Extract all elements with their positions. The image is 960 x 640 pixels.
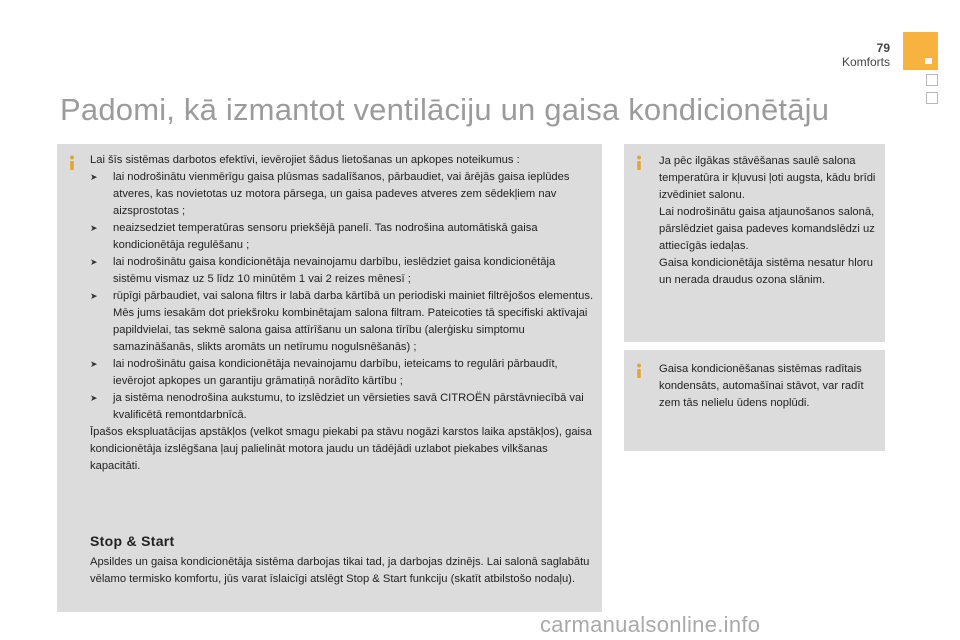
- tip-paragraph: Gaisa kondicionēšanas sistēmas radītais kondensāts, automašīnai stāvot, var radīt zem tās nelielu ūdens noplūdi.: [659, 363, 864, 409]
- tips-intro: Lai šīs sistēmas darbotos efektīvi, ievērojiet šādus lietošanas un apkopes noteikumus :: [90, 154, 520, 166]
- info-icon: [633, 155, 645, 171]
- arrow-bullet-icon: ➤: [90, 223, 98, 233]
- info-icon: [633, 363, 645, 379]
- tips-content: [90, 152, 595, 475]
- condensation-tip-content: [659, 361, 881, 412]
- section-label: Komforts: [841, 55, 890, 69]
- list-item-text: lai nodrošinātu gaisa kondicionētāja nevainojamu darbību, ieslēdziet gaisa kondicionētāja sistēmu vismaz uz 5 līdz 10 minūtēm 1 vai 2 reizes mēnesī ;: [113, 256, 556, 285]
- list-item-text: lai nodrošinātu vienmērīgu gaisa plūsmas sadalīšanos, pārbaudiet, vai ārējās gaisa ieplūdes atveres, kas novietotas uz motora pārsega, un gaisa padeves atveres zem sēdekļiem nav aizsprostotas ;: [113, 171, 570, 217]
- list-item-text: neaizsedziet temperatūras sensoru priekšējā panelī. Tas nodrošina automātiskā gaisa kondicionētāja regulēšanu ;: [113, 222, 538, 251]
- tip-paragraph: Ja pēc ilgākas stāvēšanas saulē salona temperatūra ir kļuvusi ļoti augsta, kādu brīdi izvēdiniet salonu.: [659, 155, 876, 201]
- stop-start-text: Apsildes un gaisa kondicionētāja sistēma darbojas tikai tad, ja darbojas dzinējs. Lai salonā saglabātu vēlamo termisko komfortu, jūs varat īslaicīgi atslēgt Stop & Start funkciju (skatīt atbilstošo nodaļu).: [90, 556, 590, 585]
- arrow-bullet-icon: ➤: [90, 172, 98, 182]
- tab-marker-icon: [925, 58, 932, 64]
- page-title: Padomi, kā izmantot ventilāciju un gaisa kondicionētāju: [60, 92, 830, 127]
- list-item-text: rūpīgi pārbaudiet, vai salona filtrs ir labā darba kārtībā un periodiski mainiet filtrējošos elementus.: [113, 290, 594, 302]
- tip-paragraph: Lai nodrošinātu gaisa atjaunošanos salonā, pārslēdziet gaisa padeves komandslēdzi uz attiecīgās iedaļas.: [659, 206, 875, 252]
- watermark: carmanualsonline.info: [540, 612, 761, 637]
- section-tab-active[interactable]: [903, 32, 938, 70]
- tips-panel: [57, 144, 602, 612]
- info-icon: [66, 155, 78, 171]
- arrow-bullet-icon: ➤: [90, 291, 98, 301]
- arrow-bullet-icon: ➤: [90, 393, 98, 403]
- section-tab[interactable]: [926, 74, 938, 86]
- list-item: [90, 220, 595, 254]
- tip-paragraph: Gaisa kondicionētāja sistēma nesatur hloru un nerada draudus ozona slānim.: [659, 257, 873, 286]
- condensation-tip-panel: [624, 350, 885, 451]
- section-tab[interactable]: [926, 92, 938, 104]
- list-item: [90, 254, 595, 288]
- stop-start-heading: Stop & Start: [90, 533, 175, 549]
- filter-note: Mēs jums iesakām dot priekšroku kombinētajam salona filtram. Pateicoties tā specifiski aktīvajai papildvielai, tas sekmē salona gaisa attīrīšanu un salona tīrību (alerģisku simptomu samazināšanās, slikts aromāts un netīrumu nogulsnēšanās) ;: [113, 307, 588, 353]
- ventilation-tip-panel: [624, 144, 885, 342]
- list-item: [90, 356, 595, 390]
- list-item: [90, 288, 595, 305]
- special-conditions-note: Īpašos ekspluatācijas apstākļos (velkot smagu piekabi pa stāvu nogāzi karstos laika apstākļos), gaisa kondicionētāja izslēgšana ļauj palielināt motora jaudu un tādējādi uzlabot piekabes vilkšanas kapacitāti.: [90, 426, 592, 472]
- ventilation-tip-content: [659, 153, 881, 289]
- list-item: [90, 169, 595, 220]
- arrow-bullet-icon: ➤: [90, 359, 98, 369]
- list-item-text: lai nodrošinātu gaisa kondicionētāja nevainojamu darbību, ieteicams to regulāri pārbaudīt, ievērojot apkopes un garantiju grāmatiņā norādīto kārtību ;: [113, 358, 558, 387]
- list-item: [90, 390, 595, 424]
- list-item-text: ja sistēma nenodrošina aukstumu, to izslēdziet un vērsieties savā CITROËN pārstāvniecībā vai kvalificētā remontdarbnīcā.: [113, 392, 584, 421]
- arrow-bullet-icon: ➤: [90, 257, 98, 267]
- page-number: 79: [876, 41, 890, 55]
